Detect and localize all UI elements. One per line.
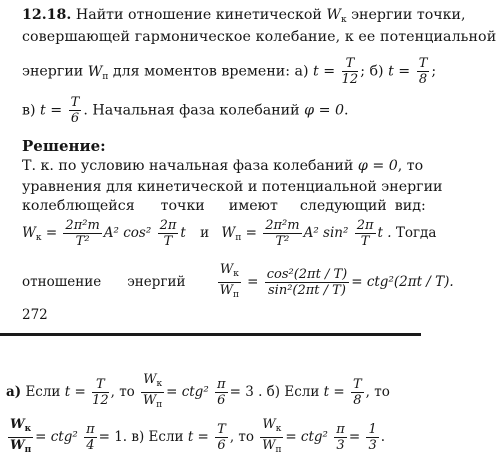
solution-line-2: уравнения для кинетической и потенциальной энергии	[22, 179, 443, 195]
eq-end: t .	[377, 225, 392, 241]
semicolon: ;	[431, 63, 437, 80]
ratio-result: = ctg²(2πt / T).	[351, 274, 454, 290]
solution-line-1	[22, 157, 423, 175]
answer-b-pi: $\frac{\pi}{4}$	[86, 422, 95, 453]
answer-b-then: , то	[365, 384, 390, 400]
answer-b-if: Если	[284, 384, 320, 400]
problem-line-4-b: . Начальная фаза колебаний	[83, 102, 300, 119]
answer-line-2	[6, 417, 385, 458]
eq-then: Тогда	[395, 225, 437, 241]
eq-a2sin: A² sin²	[303, 225, 349, 241]
solution-line-1-c: , то	[397, 158, 424, 174]
eq-equals-2: =	[245, 225, 257, 241]
problem-line-4	[22, 95, 349, 126]
page-number: 272	[22, 307, 48, 323]
answer-b-result: = 1.	[98, 429, 128, 445]
answer-c-then: , то	[229, 429, 255, 445]
answer-b-ctg: = ctg²	[35, 429, 78, 445]
t-equals: t =	[313, 63, 336, 80]
problem-line-3	[22, 56, 436, 87]
solution-line-1-a: Т. к. по условию начальная фаза колебаний	[22, 158, 354, 174]
answer-a-result: = 3 .	[229, 384, 263, 400]
answer-line-1	[6, 372, 390, 413]
t-equals-c: t =	[40, 102, 63, 119]
eq-and: и	[200, 225, 210, 241]
word-c: имеют	[228, 198, 278, 214]
answer-a-then: , то	[110, 384, 135, 400]
problem-line-3-a: энергии	[22, 63, 84, 80]
ratio-equals: =	[247, 274, 259, 290]
answer-a-ctg: = ctg²	[166, 384, 209, 400]
problem-number: 12.18.	[22, 7, 72, 23]
problem-line-2: совершающей гармоническое колебание, к ее потенциальной	[22, 29, 496, 45]
eq-wk-lhs: $W_к$	[22, 225, 42, 243]
problem-text-2: энергии точки,	[351, 7, 466, 23]
solution-phi: φ = 0	[357, 158, 398, 174]
word-d: следующий	[299, 198, 387, 214]
fraction-t-6: $\frac{T}{6}$	[70, 95, 80, 126]
answer-c-frac: $\frac{T}{6}$	[217, 422, 226, 453]
answer-c-dot: .	[380, 429, 386, 445]
problem-line-4-a: в)	[22, 102, 36, 119]
answer-a-t: t =	[64, 384, 86, 400]
answer-c-equals: =	[348, 429, 361, 445]
word-e: вид:	[394, 198, 426, 214]
eq-frac-2pi2m-t2: $\frac{\text{2π²m}}{\text{T²}}$	[65, 218, 100, 249]
answer-c-ctg: = ctg²	[285, 429, 328, 445]
ratio-word-b: энергий	[127, 274, 186, 290]
phi-equals-zero: φ = 0	[304, 102, 344, 119]
ratio-wk-wp: $\frac{W_к}{W_п}$	[219, 262, 239, 300]
answer-c-one-third: $\frac{1}{3}$	[368, 422, 377, 453]
eq-frac-2pi-t-b: $\frac{2\pi}{T}$	[356, 218, 374, 249]
fraction-t-12: $\frac{T}{12}$	[341, 56, 359, 87]
solution-line-3	[22, 197, 426, 215]
eq-frac-2pi2m-t2-b: $\frac{\text{2π²m}}{\text{T²}}$	[265, 218, 300, 249]
answer-b-frac: $\frac{T}{8}$	[353, 377, 362, 408]
answer-b-label: б)	[266, 384, 281, 400]
period: .	[344, 102, 349, 119]
sep-b: ; б)	[360, 63, 384, 80]
wk-symbol: $W_к$	[326, 7, 347, 25]
answer-a-frac: $\frac{T}{12}$	[92, 377, 109, 408]
solution-heading: Решение:	[22, 137, 106, 155]
problem-line-3-b: для моментов времени: а)	[112, 63, 309, 80]
eq-frac-2pi-t: $\frac{2\pi}{T}$	[159, 218, 177, 249]
word-b: точки	[160, 198, 205, 214]
eq-t: t	[180, 225, 186, 241]
answer-c-t: t =	[187, 429, 209, 445]
problem-line-1	[22, 6, 465, 29]
answer-a-ratio: $\frac{W_к}{W_п}$	[142, 372, 163, 410]
answer-a-if: Если	[25, 384, 61, 400]
ratio-word-a: отношение	[22, 274, 102, 290]
energy-equations	[22, 218, 436, 249]
ratio-cos-sin: $\frac{\text{cos²(2πt / T)}}{\text{sin²(2πt / T)}}$	[266, 267, 348, 298]
answer-c-pi: $\frac{\pi}{3}$	[336, 422, 345, 453]
eq-a2cos: A² cos²	[103, 225, 152, 241]
ratio-line	[22, 262, 454, 303]
page-divider	[0, 333, 421, 336]
answer-c-label: в) Если	[131, 429, 184, 445]
answer-a-pi: $\frac{\pi}{6}$	[217, 377, 226, 408]
wp-symbol: $W_п$	[87, 63, 109, 82]
t-equals-b: t =	[388, 63, 411, 80]
word-a: колеблющейся	[22, 198, 135, 214]
answer-b-ratio: $\frac{W_к}{W_п}$	[9, 417, 32, 455]
fraction-t-8: $\frac{T}{8}$	[418, 56, 428, 87]
answer-b-t: t =	[323, 384, 345, 400]
problem-text-1: Найти отношение кинетической	[75, 7, 322, 23]
eq-wp-lhs: $W_п$	[221, 225, 242, 243]
eq-equals-1: =	[45, 225, 58, 241]
answer-c-ratio: $\frac{W_к}{W_п}$	[262, 417, 282, 455]
answer-a-label: а)	[6, 384, 22, 400]
